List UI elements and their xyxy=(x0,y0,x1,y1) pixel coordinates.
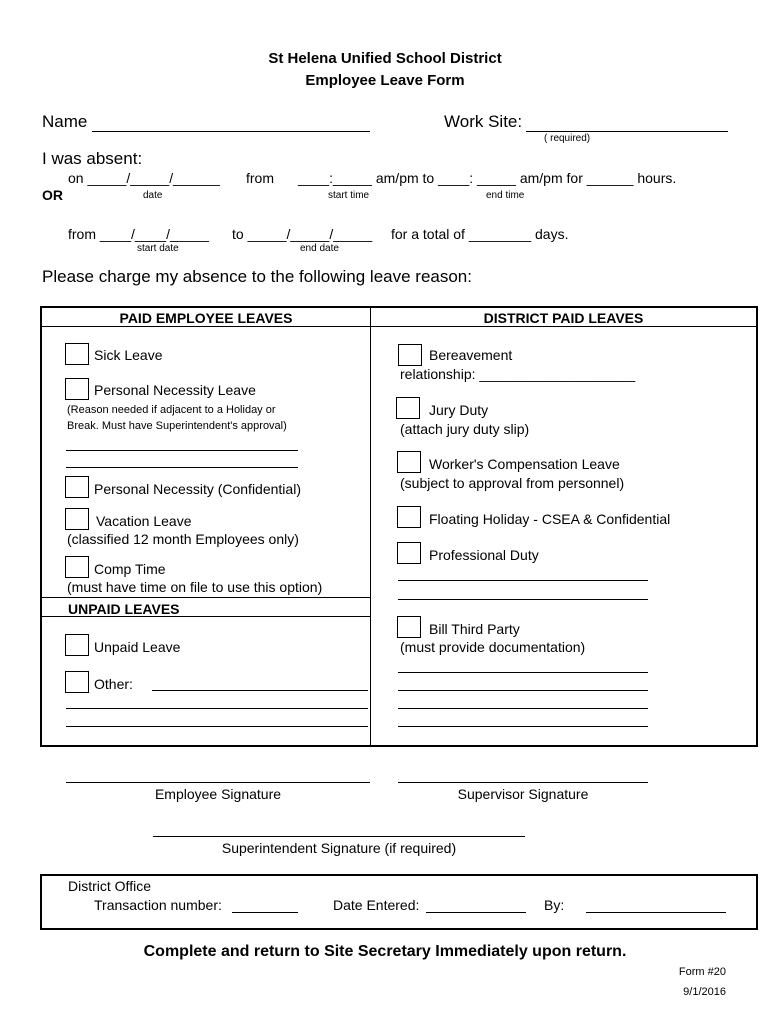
transaction-label: Transaction number: xyxy=(94,897,222,913)
floating-holiday-label: Floating Holiday - CSEA & Confidential xyxy=(429,511,671,527)
personal-necessity-note-2: Break. Must have Superintendent's approval) xyxy=(67,420,287,432)
start-time-caption: start time xyxy=(328,190,370,201)
unpaid-leave-label: Unpaid Leave xyxy=(94,639,181,655)
bill-line-1[interactable] xyxy=(398,672,648,673)
from-date-field[interactable]: from ____/____/_____ xyxy=(68,226,209,242)
worksite-label: Work Site: xyxy=(444,112,523,131)
name-label: Name xyxy=(42,112,88,131)
end-date-caption: end date xyxy=(300,243,339,254)
time-range-field[interactable]: ____:_____ am/pm to ____: _____ am/pm for ______ hours. xyxy=(298,170,677,186)
paid-employee-header: PAID EMPLOYEE LEAVES xyxy=(119,310,293,326)
from-label: from xyxy=(246,170,274,186)
bill-third-party-label: Bill Third Party xyxy=(429,621,520,637)
reason-line-2[interactable] xyxy=(66,467,298,468)
vacation-note: (classified 12 month Employees only) xyxy=(67,531,299,547)
bill-line-2[interactable] xyxy=(398,690,648,691)
form-date: 9/1/2016 xyxy=(683,986,726,998)
other-line-2[interactable] xyxy=(66,708,368,709)
to-date-field[interactable]: to _____/_____/_____ xyxy=(232,226,373,242)
jury-duty-label: Jury Duty xyxy=(429,402,489,418)
sick-leave-label: Sick Leave xyxy=(94,347,163,363)
supervisor-signature-line[interactable] xyxy=(398,782,648,783)
unpaid-header: UNPAID LEAVES xyxy=(68,601,180,617)
charge-instruction: Please charge my absence to the following leave reason: xyxy=(42,267,472,286)
total-days-field[interactable]: for a total of ________ days. xyxy=(391,226,569,242)
bereavement-checkbox[interactable] xyxy=(398,344,422,366)
personal-necessity-checkbox[interactable] xyxy=(65,378,89,400)
relationship-field[interactable]: relationship: ____________________ xyxy=(400,366,636,382)
workers-comp-label: Worker's Compensation Leave xyxy=(429,456,620,472)
personal-necessity-note-1: (Reason needed if adjacent to a Holiday or xyxy=(67,404,276,416)
comp-time-note: (must have time on file to use this option) xyxy=(67,579,323,595)
vacation-label: Vacation Leave xyxy=(96,513,192,529)
district-title: St Helena Unified School District xyxy=(268,50,502,67)
other-label: Other: xyxy=(94,676,133,692)
worksite-field[interactable] xyxy=(526,131,728,132)
floating-holiday-checkbox[interactable] xyxy=(397,506,421,528)
district-office-title: District Office xyxy=(68,878,151,894)
personal-necessity-label: Personal Necessity Leave xyxy=(94,382,256,398)
bill-third-party-note: (must provide documentation) xyxy=(400,639,586,655)
form-number: Form #20 xyxy=(678,966,726,978)
unpaid-divider-top xyxy=(42,597,370,598)
other-line-3[interactable] xyxy=(66,726,368,727)
bereavement-label: Bereavement xyxy=(429,347,513,363)
professional-line-1[interactable] xyxy=(398,580,648,581)
form-title: Employee Leave Form xyxy=(305,72,465,89)
bill-line-3[interactable] xyxy=(398,708,648,709)
table-header-divider xyxy=(42,326,756,327)
pn-confidential-checkbox[interactable] xyxy=(65,476,89,498)
workers-comp-note: (subject to approval from personnel) xyxy=(400,475,625,491)
end-time-caption: end time xyxy=(486,190,525,201)
by-field[interactable] xyxy=(586,912,726,913)
start-date-caption: start date xyxy=(137,243,179,254)
bill-third-party-checkbox[interactable] xyxy=(397,616,421,638)
name-field[interactable] xyxy=(92,131,370,132)
jury-duty-note: (attach jury duty slip) xyxy=(400,421,530,437)
or-label: OR xyxy=(42,187,63,203)
reason-line-1[interactable] xyxy=(66,450,298,451)
professional-line-2[interactable] xyxy=(398,599,648,600)
comp-time-label: Comp Time xyxy=(94,561,166,577)
jury-duty-checkbox[interactable] xyxy=(396,397,420,419)
superintendent-signature-label: Superintendent Signature (if required) xyxy=(221,840,457,856)
pn-confidential-label: Personal Necessity (Confidential) xyxy=(94,481,301,497)
absent-heading: I was absent: xyxy=(42,149,143,168)
supervisor-signature-label: Supervisor Signature xyxy=(457,786,589,802)
table-column-divider xyxy=(370,308,371,745)
professional-duty-checkbox[interactable] xyxy=(397,542,421,564)
employee-signature-line[interactable] xyxy=(66,782,370,783)
required-note: ( required) xyxy=(544,133,591,144)
district-paid-header: DISTRICT PAID LEAVES xyxy=(483,310,644,326)
date-entered-field[interactable] xyxy=(426,912,526,913)
bill-line-4[interactable] xyxy=(398,726,648,727)
by-label: By: xyxy=(544,897,565,913)
vacation-checkbox[interactable] xyxy=(65,508,89,530)
other-line-1[interactable] xyxy=(152,690,368,691)
professional-duty-label: Professional Duty xyxy=(429,547,539,563)
date-caption: date xyxy=(143,190,163,201)
employee-signature-label: Employee Signature xyxy=(154,786,282,802)
on-date-field[interactable]: on _____/_____/______ xyxy=(68,170,220,186)
superintendent-signature-line[interactable] xyxy=(153,836,525,837)
sick-leave-checkbox[interactable] xyxy=(65,343,89,365)
comp-time-checkbox[interactable] xyxy=(65,556,89,578)
return-instruction: Complete and return to Site Secretary Immediately upon return. xyxy=(143,943,627,960)
unpaid-divider-bottom xyxy=(42,616,370,617)
date-entered-label: Date Entered: xyxy=(333,897,420,913)
unpaid-leave-checkbox[interactable] xyxy=(65,634,89,656)
workers-comp-checkbox[interactable] xyxy=(397,451,421,473)
transaction-field[interactable] xyxy=(232,912,298,913)
other-checkbox[interactable] xyxy=(65,671,89,693)
